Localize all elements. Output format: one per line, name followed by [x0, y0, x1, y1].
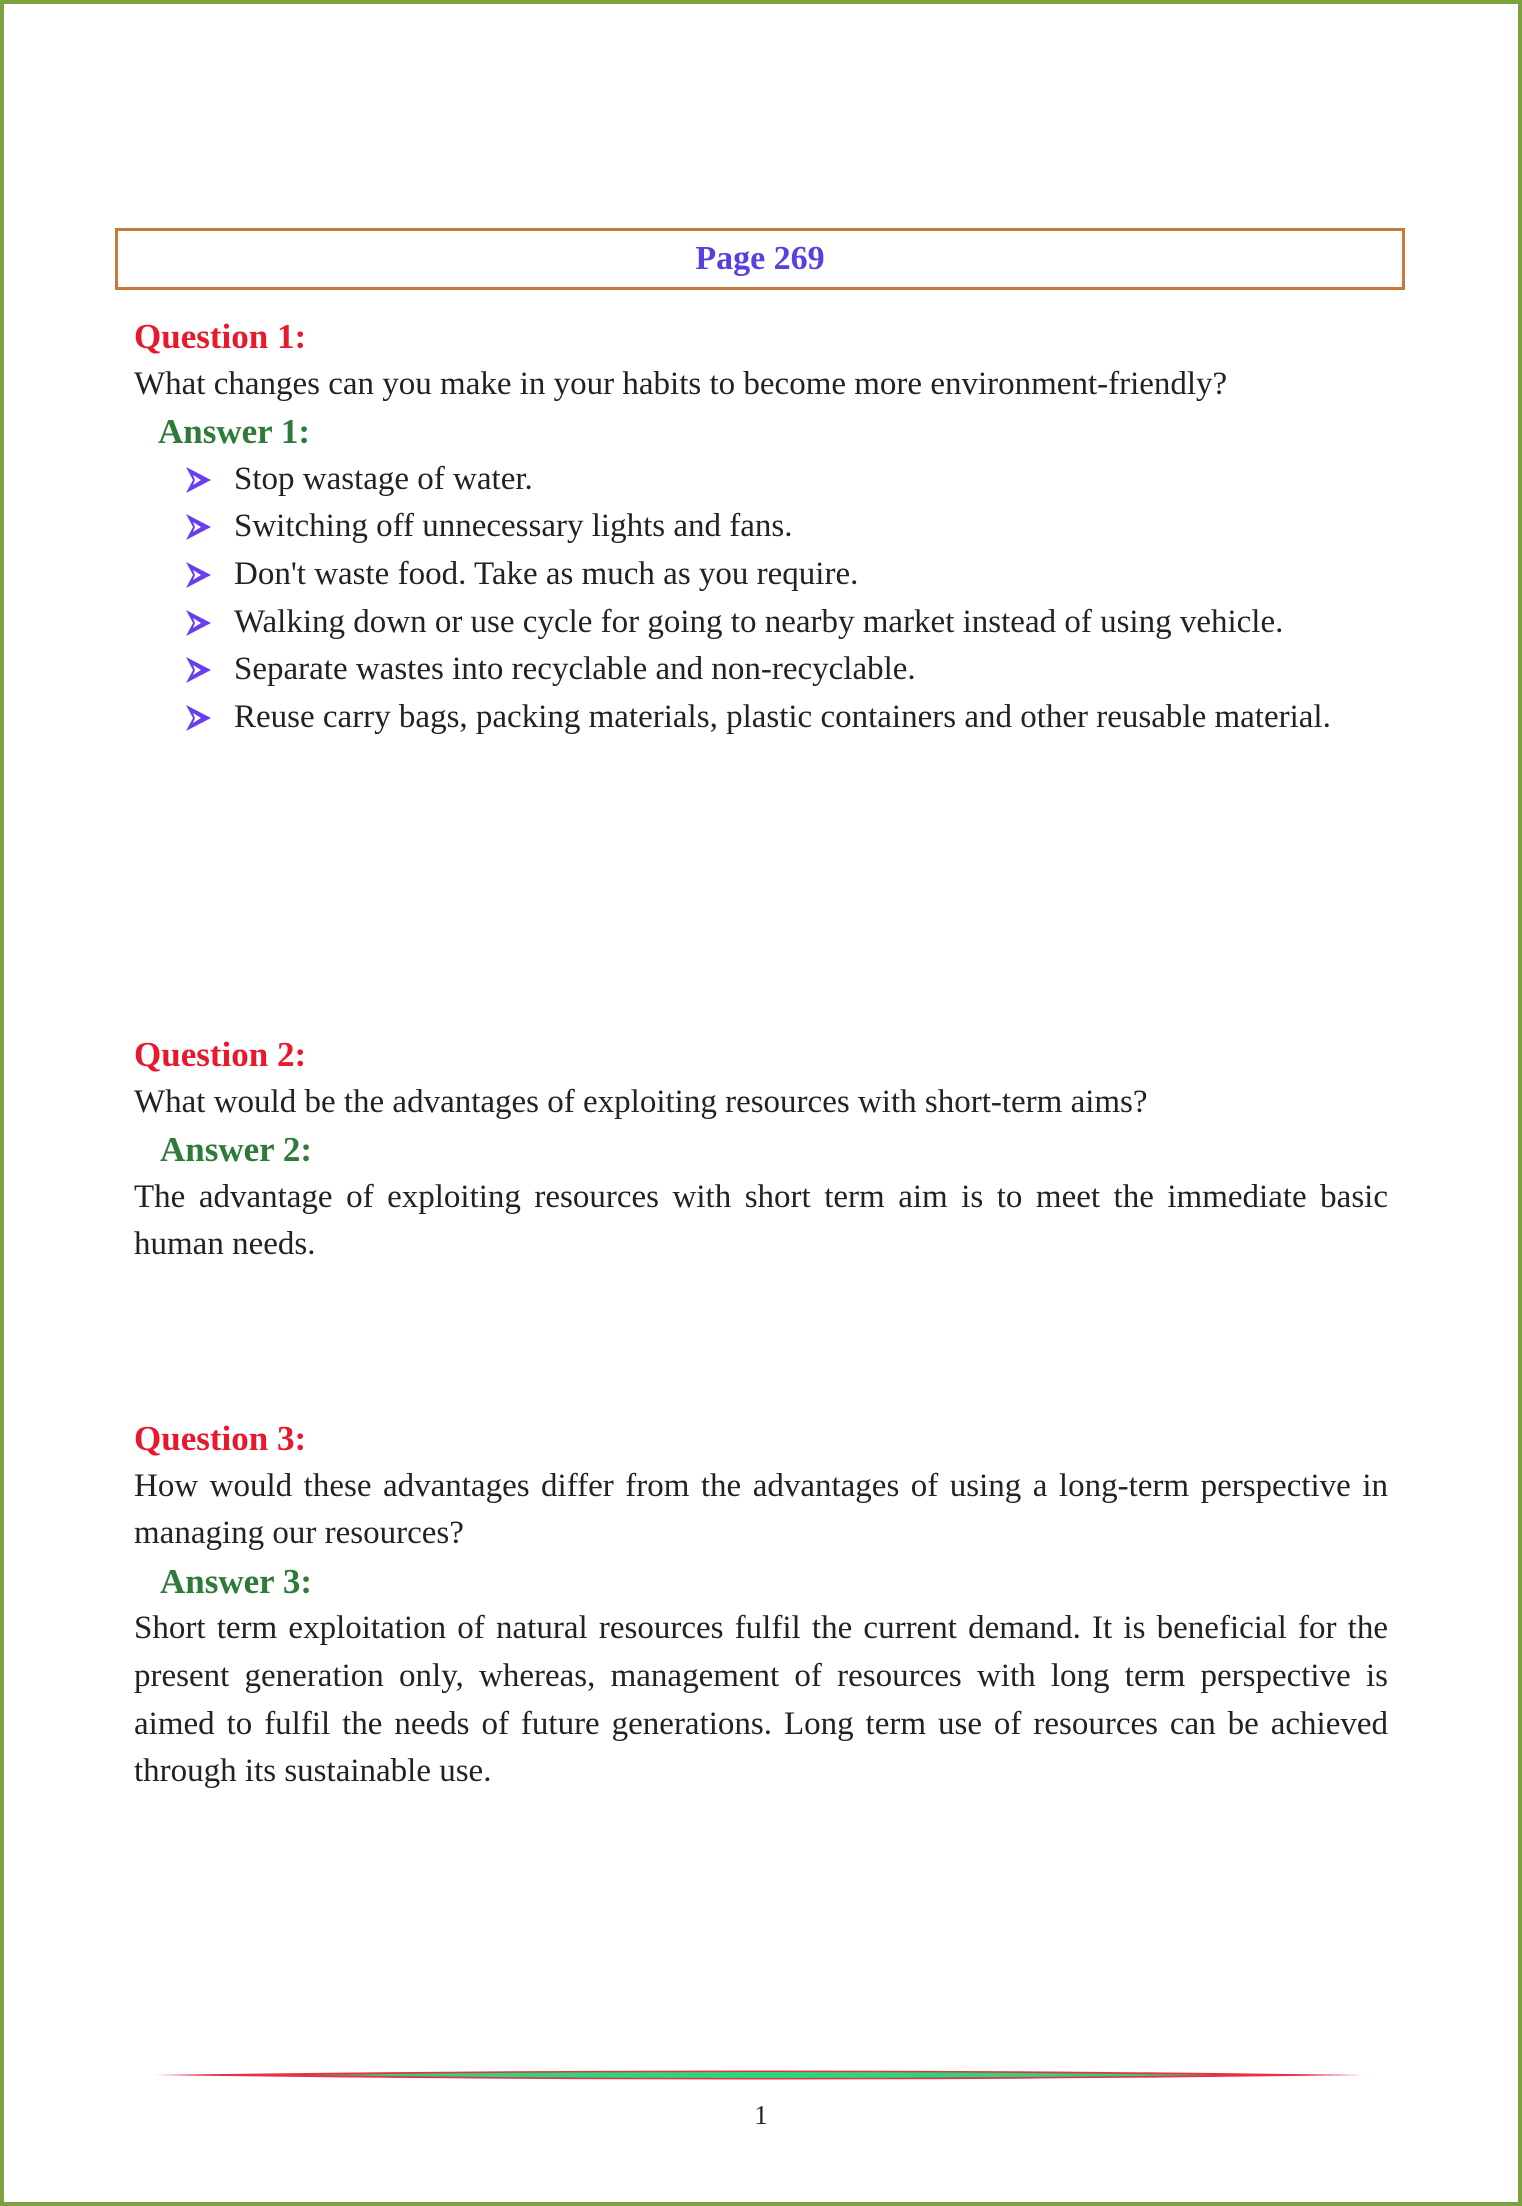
question-3-section	[134, 1415, 1388, 1796]
question-label: Question 3:	[134, 1419, 307, 1458]
list-item: Reuse carry bags, packing materials, plastic containers and other reusable material.	[234, 694, 1388, 742]
question-text: What would be the advantages of exploiting resources with short-term aims?	[134, 1083, 1148, 1120]
arrow-bullet-icon	[184, 609, 212, 637]
arrow-bullet-icon	[184, 513, 212, 541]
list-item: Stop wastage of water.	[234, 456, 1388, 504]
page-number: 1	[754, 2100, 768, 2130]
answer-label: Answer 1:	[158, 412, 310, 452]
footer-divider	[155, 2068, 1365, 2082]
question-label: Question 2:	[134, 1035, 307, 1074]
arrow-bullet-icon	[184, 656, 212, 684]
question-1-section	[134, 313, 1388, 741]
question-text: How would these advantages differ from the advantages of using a long-term perspective in managing our resources?	[134, 1467, 1388, 1552]
page-header-box	[115, 228, 1405, 290]
question-text: What changes can you make in your habits to become more environment-friendly?	[134, 365, 1228, 402]
arrow-bullet-icon	[184, 466, 212, 494]
answer-label: Answer 2:	[160, 1130, 312, 1170]
arrow-bullet-icon	[184, 704, 212, 732]
list-item: Separate wastes into recyclable and non-recyclable.	[234, 646, 1388, 694]
arrow-bullet-icon	[184, 561, 212, 589]
answer-text: The advantage of exploiting resources with short term aim is to meet the immediate basic human needs.	[134, 1178, 1388, 1263]
page-title: Page 269	[695, 240, 825, 277]
answer-list	[134, 456, 1388, 742]
answer-label: Answer 3:	[160, 1561, 312, 1601]
answer-text: Short term exploitation of natural resources fulfil the current demand. It is beneficial for the present generation only, whereas, management of resources with long term perspective is aimed to fulfil the needs of future generations. Long term use of resources can be achieved through its sustainable use.	[134, 1610, 1388, 1790]
question-2-section	[134, 1031, 1388, 1269]
list-item: Don't waste food. Take as much as you require.	[234, 551, 1388, 599]
list-item: Switching off unnecessary lights and fans.	[234, 503, 1388, 551]
list-item: Walking down or use cycle for going to nearby market instead of using vehicle.	[234, 599, 1388, 647]
question-label: Question 1:	[134, 317, 307, 356]
